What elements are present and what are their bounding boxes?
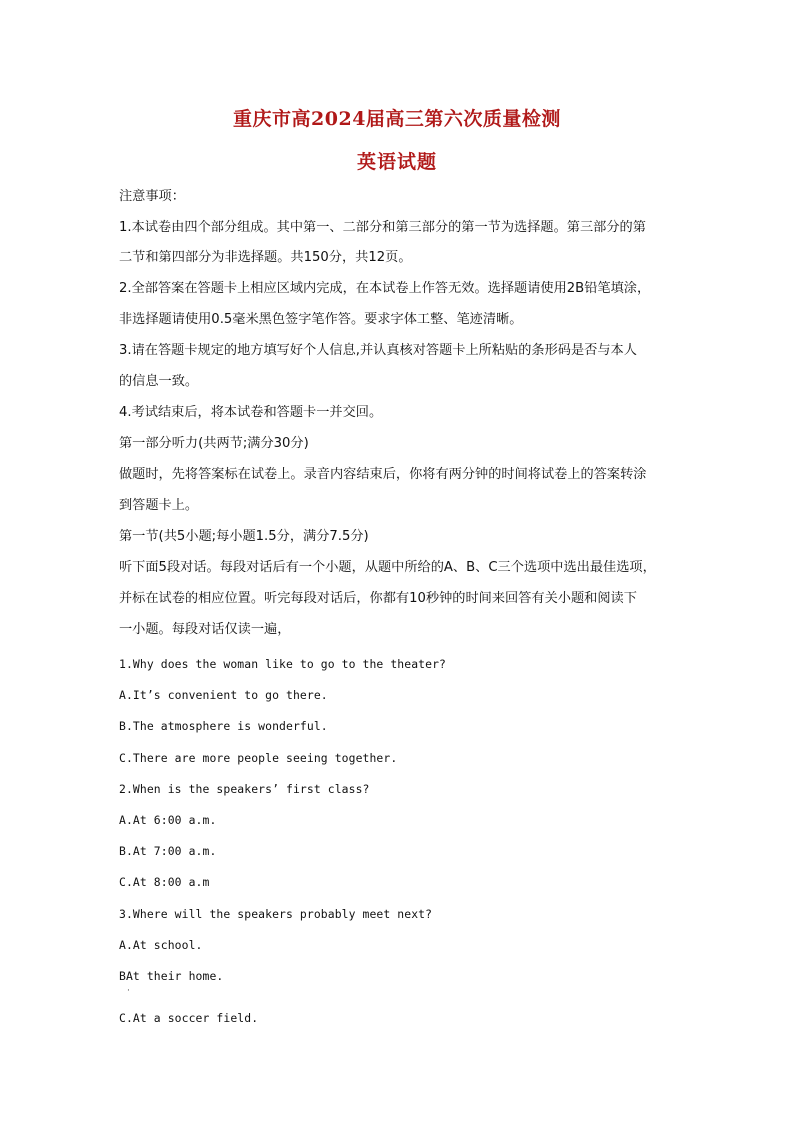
notes-line: 1.本试卷由四个部分组成。其中第一、二部分和第三部分的第一节为选择题。第三部分的第	[119, 220, 646, 235]
question-stem: 2.When is the speakers’ first class?	[119, 782, 370, 796]
question-option: A.At 6:00 a.m.	[119, 813, 217, 827]
question-option: C.At a soccer field.	[119, 1011, 259, 1025]
question-option: A.It’s convenient to go there.	[119, 688, 328, 702]
section1-line: 一小题。每段对话仅读一遍，	[119, 622, 291, 637]
question-option: C.At 8:00 a.m	[119, 875, 210, 889]
section1-line: 听下面5段对话。每段对话后有一个小题，从题中所给的A、B、C三个选项中选出最佳选项，	[119, 560, 656, 575]
question-option: C.There are more people seeing together.	[119, 751, 398, 765]
question-stem: 1.Why does the woman like to go to the theater?	[119, 657, 447, 671]
exam-subtitle: 英语试题	[356, 151, 437, 173]
notes-line: 的信息一致。	[119, 374, 199, 389]
notes-heading: 注意事项：	[119, 189, 185, 204]
part1-line: 到答题卡上。	[119, 498, 199, 513]
question-stem: 3.Where will the speakers probably meet next?	[119, 907, 433, 921]
stray-mark: ·	[127, 986, 130, 996]
question-option: B.At 7:00 a.m.	[119, 844, 217, 858]
notes-line: 4.考试结束后，将本试卷和答题卡一并交回。	[119, 405, 383, 420]
question-option: BAt their home.	[119, 969, 224, 983]
notes-line: 非选择题请使用0.5毫米黑色签字笔作答。要求字体工整、笔迹清晰。	[119, 312, 523, 327]
question-option: A.At school.	[119, 938, 203, 952]
question-option: B.The atmosphere is wonderful.	[119, 719, 328, 733]
exam-title: 重庆市高2024届高三第六次质量检测	[233, 108, 561, 130]
part1-heading: 第一部分听力(共两节;满分30分)	[119, 436, 309, 451]
part1-line: 做题时，先将答案标在试卷上。录音内容结束后，你将有两分钟的时间将试卷上的答案转涂	[119, 467, 647, 482]
section1-line: 并标在试卷的相应位置。听完每段对话后，你都有10秒钟的时间来回答有关小题和阅读下	[119, 591, 637, 606]
section1-heading: 第一节(共5小题;每小题1.5分，满分7.5分)	[119, 529, 369, 544]
notes-line: 3.请在答题卡规定的地方填写好个人信息,并认真核对答题卡上所粘贴的条形码是否与本人	[119, 343, 637, 358]
notes-line: 2.全部答案在答题卡上相应区域内完成，在本试卷上作答无效。选择题请使用2B铅笔填涂，	[119, 281, 651, 296]
notes-line: 二节和第四部分为非选择题。共150分，共12页。	[119, 250, 412, 265]
